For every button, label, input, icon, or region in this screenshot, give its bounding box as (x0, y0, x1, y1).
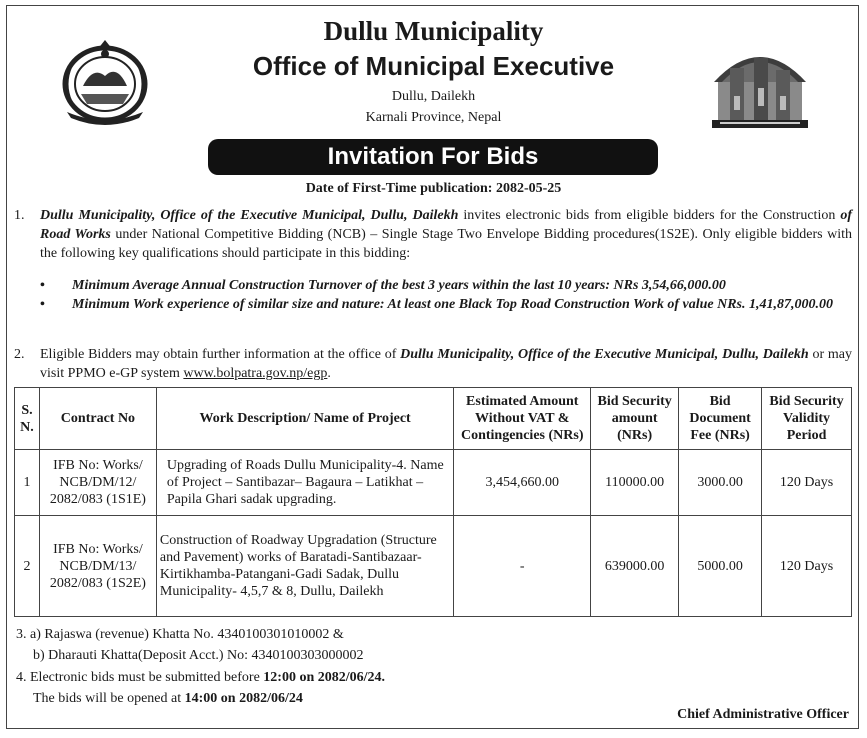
cell-description: Upgrading of Roads Dullu Municipality-4. Name of Project – Santibazar– Bagaura – Latikhat – Papila Ghari sadak upgrading. (156, 450, 453, 516)
bullet-icon: • (40, 278, 45, 293)
section-2-text-d: . (327, 366, 331, 381)
section-1-lead: Dullu Municipality, Office of the Executive Municipal, Dullu, Dailekh (40, 208, 459, 223)
address-line-1: Dullu, Dailekh (391, 89, 476, 104)
submission-time: 12:00 on 2082/06/24. (263, 670, 386, 685)
cell-fee: 3000.00 (679, 450, 762, 516)
cell-estimate: 3,454,660.00 (454, 450, 591, 516)
municipality-name: Dullu Municipality (323, 16, 544, 46)
revenue-account-line: 3. a) Rajaswa (revenue) Khatta No. 4340100301010002 & (16, 627, 344, 642)
table-row (15, 516, 852, 617)
qualification-item (40, 276, 852, 295)
bids-table (14, 387, 852, 617)
section-2-text-c: or may visit PPMO e-GP system (40, 347, 853, 381)
qualification-item (40, 295, 852, 314)
section-2-office: Dullu Municipality, Office of the Executive Municipal, Dullu, Dailekh (400, 347, 809, 362)
table-row (15, 450, 852, 516)
section-2 (14, 345, 852, 383)
col-header-description: Work Description/ Name of Project (156, 388, 453, 450)
section-2-number: 2. (14, 347, 25, 362)
section-1-text-a: invites electronic bids from eligible bidders for the Construction (458, 208, 841, 223)
opening-datetime: 14:00 on 2082/06/24 (184, 691, 303, 706)
col-header-fee: Bid Document Fee (NRs) (679, 388, 762, 450)
opening-time (33, 689, 303, 708)
cell-description: Construction of Roadway Upgradation (Structure and Pavement) works of Baratadi-Santibazaar-Kirtikhamba-Patangani-Gadi Sadak, Dullu Municipality- 4,5,7 & 8, Dullu, Dailekh (156, 516, 453, 617)
qualification-text: Minimum Average Annual Construction Turnover of the best 3 years within the last 10 years: NRs 3,54,66,000.00 (72, 278, 726, 293)
cell-sn: 2 (15, 516, 40, 617)
submission-deadline (16, 668, 385, 687)
qualification-text: Minimum Work experience of similar size and nature: At least one Black Top Road Construction Work of value NRs. 1,41,87,000.00 (72, 297, 834, 312)
bullet-icon: • (40, 297, 45, 312)
col-header-contract: Contract No (39, 388, 156, 450)
cell-security: 110000.00 (591, 450, 679, 516)
opening-text: The bids will be opened at (33, 691, 185, 706)
cell-validity: 120 Days (762, 450, 852, 516)
col-header-estimate: Estimated Amount Without VAT & Contingencies (NRs) (454, 388, 591, 450)
section-1 (14, 206, 852, 263)
cell-sn: 1 (15, 450, 40, 516)
col-header-security: Bid Security amount (NRs) (591, 388, 679, 450)
cell-estimate: - (454, 516, 591, 617)
section-1-work-type: of Road Works (40, 208, 852, 242)
invitation-banner: Invitation For Bids (208, 139, 658, 175)
cell-fee: 5000.00 (679, 516, 762, 617)
egp-link[interactable]: www.bolpatra.gov.np/egp (183, 366, 328, 381)
cell-validity: 120 Days (762, 516, 852, 617)
cell-contract: IFB No: Works/ NCB/DM/12/ 2082/083 (1S1E) (39, 450, 156, 516)
col-header-validity: Bid Security Validity Period (762, 388, 852, 450)
cell-security: 639000.00 (591, 516, 679, 617)
qualification-list (40, 276, 852, 314)
office-name: Office of Municipal Executive (252, 51, 615, 81)
table-header-row (15, 388, 852, 450)
col-header-sn: S. N. (15, 388, 40, 450)
submission-text: 4. Electronic bids must be submitted before (16, 670, 264, 685)
signatory: Chief Administrative Officer (677, 707, 849, 722)
section-1-text-c: under National Competitive Bidding (NCB) – Single Stage Two Envelope Bidding procedures(1S2E). Only eligible bidders with the following key qualifications should participate in this bidding: (40, 227, 852, 261)
publication-date: Date of First-Time publication: 2082-05-25 (305, 181, 562, 196)
section-2-text-a: Eligible Bidders may obtain further information at the office of (40, 347, 401, 362)
deposit-account-line: b) Dharauti Khatta(Deposit Acct.) No: 4340100303000002 (33, 648, 364, 663)
cell-contract: IFB No: Works/ NCB/DM/13/ 2082/083 (1S2E) (39, 516, 156, 617)
address-line-2: Karnali Province, Nepal (365, 110, 502, 125)
section-1-number: 1. (14, 208, 25, 223)
